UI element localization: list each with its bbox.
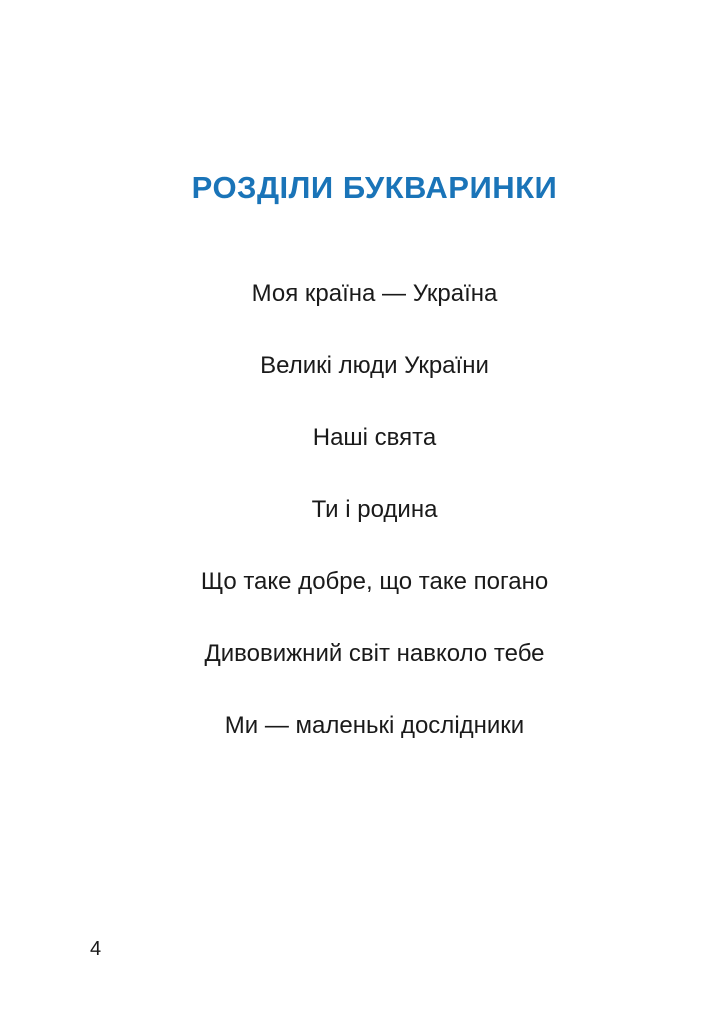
section-item-family: Ти і родина <box>311 496 438 523</box>
section-list <box>0 279 717 783</box>
section-item-wonderful-world: Дивовижний світ навколо тебе <box>204 640 545 667</box>
section-item-holidays: Наші свята <box>312 424 437 451</box>
section-item-little-researchers: Ми — маленькі дослідники <box>224 712 525 739</box>
page-number: 4 <box>90 938 102 960</box>
page-title: РОЗДІЛИ БУКВАРИНКИ <box>191 170 558 205</box>
section-item-good-and-bad: Що таке добре, що таке погано <box>200 568 549 595</box>
section-item-my-country: Моя країна — Україна <box>251 280 498 307</box>
section-item-great-people: Великі люди України <box>260 352 489 379</box>
